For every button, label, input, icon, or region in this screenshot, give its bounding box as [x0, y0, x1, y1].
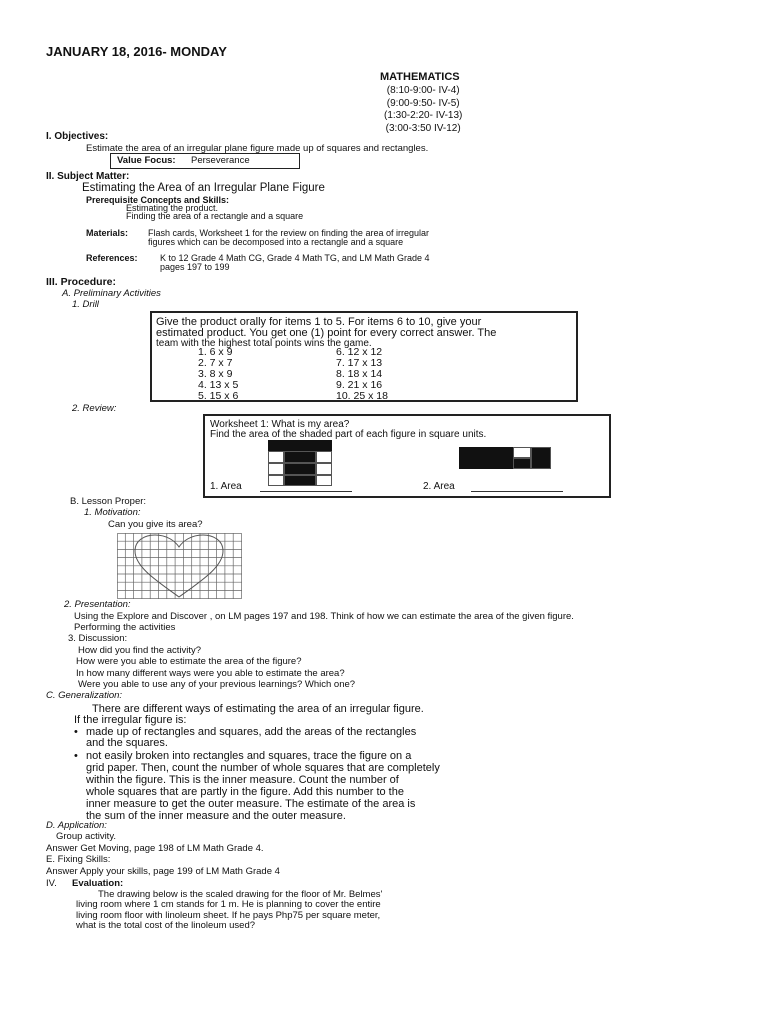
- value-focus-box: [110, 153, 300, 169]
- application-text: Answer Get Moving, page 198 of LM Math Grade 4.: [46, 843, 264, 854]
- drill-items-right: [336, 347, 388, 402]
- generalization-bullet: within the figure. This is the inner measure. Count the number of: [86, 774, 399, 786]
- evaluation-label: Evaluation:: [72, 878, 124, 889]
- drill-item: 7. 17 x 13: [336, 357, 383, 369]
- schedule-list: [384, 85, 462, 135]
- page-date: JANUARY 18, 2016- MONDAY: [46, 44, 227, 59]
- review-label: 2. Review:: [72, 403, 117, 414]
- schedule-item: (8:10-9:00- IV-4): [386, 85, 460, 96]
- application-label: D. Application:: [46, 820, 107, 831]
- generalization-label: C. Generalization:: [46, 690, 123, 701]
- generalization-bullet: the sum of the inner measure and the outer measure.: [86, 810, 346, 822]
- drill-box: [150, 311, 578, 402]
- worksheet-instruction: Find the area of the shaded part of each figure in square units.: [210, 429, 487, 440]
- subject-title: MATHEMATICS: [380, 71, 460, 83]
- discussion-question: How did you find the activity?: [78, 645, 202, 656]
- procedure-heading: III. Procedure:: [46, 276, 117, 288]
- presentation-text: Performing the activities: [74, 622, 176, 633]
- evaluation-text: living room where 1 cm stands for 1 m. He is planning to cover the entire: [76, 899, 381, 910]
- discussion-question: How were you able to estimate the area of the figure?: [76, 656, 302, 667]
- generalization-text: If the irregular figure is:: [74, 714, 187, 726]
- drill-item: 1. 6 x 9: [198, 346, 233, 358]
- drill-instruction: Give the product orally for items 1 to 5. For items 6 to 10, give your: [156, 316, 482, 328]
- area-blank-1[interactable]: [260, 491, 352, 492]
- subject-matter-heading: II. Subject Matter:: [46, 171, 130, 182]
- bullet-icon: •: [74, 750, 78, 762]
- schedule-item: (9:00-9:50- IV-5): [386, 97, 460, 109]
- objectives-text: Estimate the area of an irregular plane figure made up of squares and rectangles.: [86, 143, 429, 154]
- drill-item: 6. 12 x 12: [336, 346, 383, 358]
- fixing-skills-label: E. Fixing Skills:: [46, 854, 111, 865]
- generalization-bullet: made up of rectangles and squares, add the areas of the rectangles: [86, 726, 417, 738]
- bullet-icon: •: [74, 726, 78, 738]
- references-text: K to 12 Grade 4 Math CG, Grade 4 Math TG, and LM Math Grade 4: [160, 253, 430, 263]
- materials-text: Flash cards, Worksheet 1 for the review on finding the area of irregular: [148, 228, 429, 238]
- motivation-question: Can you give its area?: [108, 519, 203, 530]
- drill-item: 10. 25 x 18: [336, 390, 388, 402]
- value-focus-label: Value Focus:: [117, 155, 176, 166]
- area-label-1: 1. Area: [210, 481, 242, 492]
- drill-items-left: [198, 347, 238, 402]
- evaluation-text: The drawing below is the scaled drawing for the floor of Mr. Belmes': [98, 889, 383, 900]
- worksheet-figure-1: [268, 440, 332, 486]
- worksheet-figure-2: [459, 447, 551, 469]
- prereq-label: Prerequisite Concepts and Skills:: [86, 195, 230, 205]
- drill-label: 1. Drill: [72, 299, 99, 310]
- presentation-text: Using the Explore and Discover , on LM pages 197 and 198. Think of how we can estimate the area of the given figure.: [74, 611, 574, 622]
- drill-item: 8. 18 x 14: [336, 368, 383, 380]
- schedule-item: (1:30-2:20- IV-13): [384, 110, 463, 121]
- evaluation-number: IV.: [46, 878, 57, 889]
- generalization-bullet: and the squares.: [86, 737, 168, 749]
- motivation-label: 1. Motivation:: [84, 507, 141, 518]
- discussion-question: Were you able to use any of your previous learnings? Which one?: [78, 679, 356, 690]
- worksheet-title: Worksheet 1: What is my area?: [210, 419, 350, 430]
- generalization-bullet: not easily broken into rectangles and squares, trace the figure on a: [86, 750, 412, 762]
- application-text: Group activity.: [56, 831, 117, 842]
- generalization-bullet: whole squares that are partly in the figure. Add this number to the: [86, 786, 404, 798]
- area-label-2: 2. Area: [423, 481, 455, 492]
- drill-item: 2. 7 x 7: [198, 357, 233, 369]
- drill-instruction: estimated product. You get one (1) point for every correct answer. The: [156, 327, 497, 339]
- materials-text: figures which can be decomposed into a rectangle and a square: [148, 237, 404, 247]
- evaluation-text: what is the total cost of the linoleum used?: [76, 920, 256, 931]
- drill-item: 3. 8 x 9: [198, 368, 233, 380]
- generalization-text: There are different ways of estimating the area of an irregular figure.: [92, 703, 424, 715]
- drill-instruction: team with the highest total points wins the game.: [156, 338, 372, 349]
- evaluation-text: living room floor with linoleum sheet. If he pays Php75 per square meter,: [76, 910, 381, 921]
- references-label: References:: [86, 253, 138, 263]
- materials-label: Materials:: [86, 228, 129, 238]
- drill-item: 9. 21 x 16: [336, 379, 383, 391]
- lesson-title: Estimating the Area of an Irregular Plane Figure: [82, 182, 325, 194]
- worksheet-box: [203, 414, 611, 498]
- presentation-label: 2. Presentation:: [64, 599, 131, 610]
- discussion-label: 3. Discussion:: [68, 633, 128, 644]
- schedule-item: (3:00-3:50 IV-12): [385, 122, 461, 134]
- drill-item: 5. 15 x 6: [198, 390, 239, 402]
- references-text: pages 197 to 199: [160, 262, 230, 272]
- prereq-item: Estimating the product.: [126, 203, 219, 213]
- objectives-heading: I. Objectives:: [46, 131, 109, 142]
- generalization-bullet: grid paper. Then, count the number of whole squares that are completely: [86, 762, 440, 774]
- value-focus-value: Perseverance: [191, 155, 250, 166]
- area-blank-2[interactable]: [471, 491, 563, 492]
- lesson-proper-label: B. Lesson Proper:: [70, 496, 147, 507]
- generalization-bullet: inner measure to get the outer measure. The estimate of the area is: [86, 798, 416, 810]
- drill-item: 4. 13 x 5: [198, 379, 239, 391]
- prereq-item: Finding the area of a rectangle and a square: [126, 211, 304, 221]
- heart-grid-figure: [117, 533, 242, 599]
- preliminary-label: A. Preliminary Activities: [62, 288, 161, 299]
- discussion-question: In how many different ways were you able to estimate the area?: [76, 668, 345, 679]
- fixing-skills-text: Answer Apply your skills, page 199 of LM Math Grade 4: [46, 866, 280, 877]
